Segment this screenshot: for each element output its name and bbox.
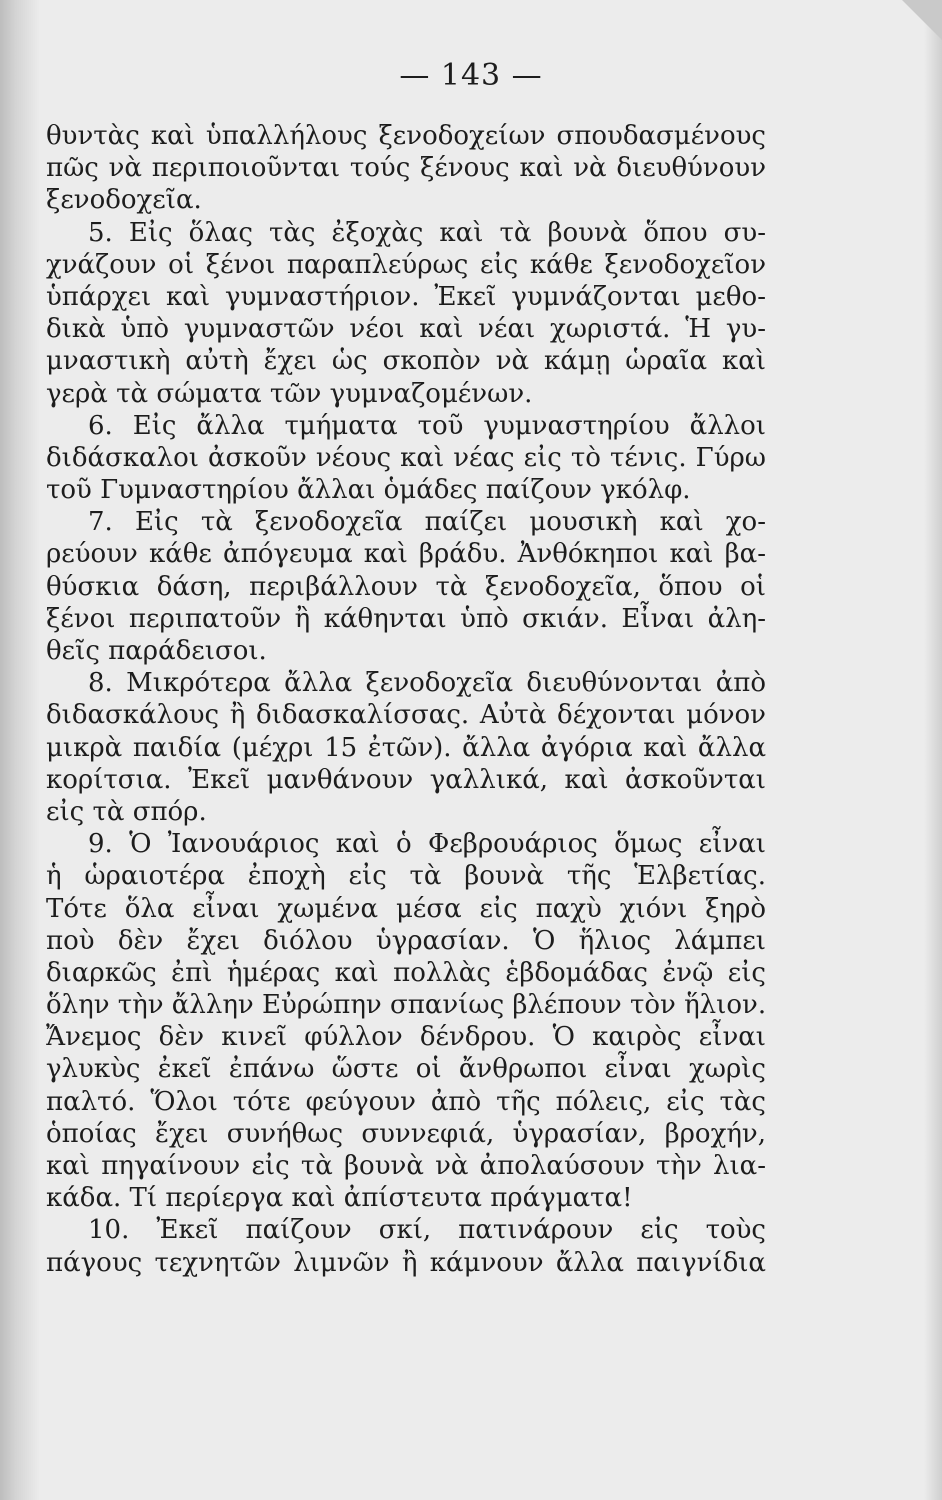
text-line: θυντὰς καὶ ὑπαλλήλους ξενοδοχείων σπουδασμένους	[46, 121, 766, 151]
text-line: κορίτσια. Ἐκεῖ μανθάνουν γαλλικά, καὶ ἀσκοῦνται	[46, 764, 766, 795]
text-line: μικρὰ παιδία (μέχρι 15 ἐτῶν). ἄλλα ἀγόρια καὶ ἄλλα	[46, 732, 766, 763]
text-line: θεῖς παράδεισοι.	[46, 636, 267, 666]
text-line: διδασκάλους ἢ διδασκαλίσσας. Αὐτὰ δέχονται μόνον	[46, 700, 766, 731]
text-line: χνάζουν οἱ ξένοι παραπλεύρως εἰς κάθε ξενοδοχεῖον	[46, 249, 766, 280]
text-line: διαρκῶς ἐπὶ ἡμέρας καὶ πολλὰς ἑβδομάδας ἐνῷ εἰς	[46, 957, 766, 988]
text-line: ρεύουν κάθε ἀπόγευμα καὶ βράδυ. Ἀνθόκηποι καὶ βα-	[46, 539, 766, 570]
text-line: τοῦ Γυμναστηρίου ἄλλαι ὁμάδες παίζουν γκόλφ.	[46, 475, 691, 506]
page-edge-shadow	[924, 0, 942, 1500]
text-line: μναστικὴ αὐτὴ ἔχει ὡς σκοπὸν νὰ κάμῃ ὡραῖα καὶ	[46, 346, 766, 377]
text-line: 6. Εἰς ἄλλα τμήματα τοῦ γυμναστηρίου ἄλλοι	[88, 410, 766, 441]
body-text	[46, 120, 766, 1279]
text-line: κάδα. Τί περίεργα καὶ ἀπίστευτα πράγματα!	[46, 1183, 633, 1214]
text-line: πῶς νὰ περιποιοῦνται τούς ξένους καὶ νὰ διευθύνουν	[46, 153, 766, 184]
binding-shadow	[0, 0, 40, 1500]
text-line: 7. Εἰς τὰ ξενοδοχεῖα παίζει μουσικὴ καὶ χο-	[88, 507, 766, 538]
text-line: διδάσκαλοι ἀσκοῦν νέους καὶ νέας εἰς τὸ τένις. Γύρω	[46, 442, 766, 473]
text-line: πάγους τεχνητῶν λιμνῶν ἢ κάμνουν ἄλλα παιγνίδια	[46, 1247, 766, 1278]
text-line: ποὺ δὲν ἔχει διόλου ὑγρασίαν. Ὁ ἥλιος λάμπει	[46, 925, 766, 956]
page-corner-fold	[902, 0, 942, 40]
text-line: παλτό. Ὅλοι τότε φεύγουν ἀπὸ τῆς πόλεις, εἰς τὰς	[46, 1086, 766, 1117]
text-line: δικὰ ὑπὸ γυμναστῶν νέοι καὶ νέαι χωριστά. Ἡ γυ-	[46, 314, 766, 345]
text-line: καὶ πηγαίνουν εἰς τὰ βουνὰ νὰ ἀπολαύσουν τὴν λια-	[46, 1151, 766, 1181]
text-line: ὁποίας ἔχει συνήθως συννεφιά, ὑγρασίαν, βροχήν,	[46, 1118, 766, 1149]
page-number: — 143 —	[399, 58, 543, 93]
text-line: 8. Μικρότερα ἄλλα ξενοδοχεῖα διευθύνονται ἀπὸ	[88, 668, 766, 699]
text-line: θύσκια δάση, περιβάλλουν τὰ ξενοδοχεῖα, ὅπου οἱ	[46, 571, 766, 602]
text-line: ξένοι περιπατοῦν ἢ κάθηνται ὑπὸ σκιάν. Εἶναι ἀλη-	[46, 603, 766, 634]
text-line: γερὰ τὰ σώματα τῶν γυμναζομένων.	[46, 378, 533, 409]
text-line: γλυκὺς ἐκεῖ ἐπάνω ὥστε οἱ ἄνθρωποι εἶναι χωρὶς	[46, 1054, 766, 1085]
text-line: Τότε ὅλα εἶναι χωμένα μέσα εἰς παχὺ χιόνι ξηρὸ	[46, 893, 766, 924]
text-line: Ἄνεμος δὲν κινεῖ φύλλον δένδρου. Ὁ καιρὸς εἶναι	[46, 1022, 766, 1053]
text-line: ὑπάρχει καὶ γυμναστήριον. Ἐκεῖ γυμνάζονται μεθο-	[46, 281, 766, 312]
text-line: 10. Ἐκεῖ παίζουν σκί, πατινάρουν εἰς τοὺς	[88, 1215, 766, 1246]
text-line: ἡ ὡραιοτέρα ἐποχὴ εἰς τὰ βουνὰ τῆς Ἑλβετίας.	[46, 861, 766, 892]
text-line: ὅλην τὴν ἄλλην Εὐρώπην σπανίως βλέπουν τὸν ἥλιον.	[46, 990, 767, 1021]
text-line: εἰς τὰ σπόρ.	[46, 796, 207, 827]
text-line: 9. Ὁ Ἰανουάριος καὶ ὁ Φεβρουάριος ὅμως εἶναι	[88, 829, 766, 860]
text-line: ξενοδοχεῖα.	[46, 185, 202, 216]
text-line: 5. Εἰς ὅλας τὰς ἐξοχὰς καὶ τὰ βουνὰ ὅπου συ-	[88, 217, 766, 248]
